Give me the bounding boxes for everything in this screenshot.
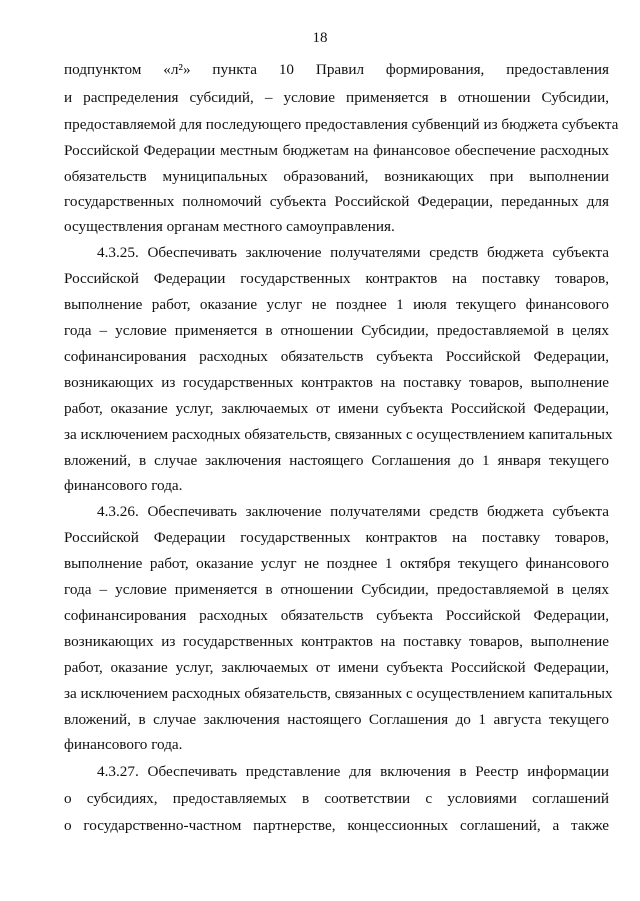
text-line: вложений, в случае заключения настоящего Соглашения до 1 августа текущего bbox=[64, 711, 609, 728]
text-line: года – условие применяется в отношении Субсидии, предоставляемой в целях bbox=[64, 581, 609, 598]
text-line: о государственно-частном партнерстве, концессионных соглашений, а также bbox=[64, 817, 609, 834]
text-line: и распределения субсидий, – условие применяется в отношении Субсидии, bbox=[64, 89, 609, 106]
text-line: государственных полномочий субъекта Российской Федерации, переданных для bbox=[64, 193, 609, 210]
text-line: о субсидиях, предоставляемых в соответствии с условиями соглашений bbox=[64, 790, 609, 807]
text-line: обязательств муниципальных образований, возникающих при выполнении bbox=[64, 168, 609, 185]
text-line: предоставляемой для последующего предоставления субвенций из бюджета субъекта bbox=[64, 116, 619, 133]
text-line: возникающих из государственных контрактов на поставку товаров, выполнение bbox=[64, 374, 609, 391]
text-line: года – условие применяется в отношении Субсидии, предоставляемой в целях bbox=[64, 322, 609, 339]
text-line: работ, оказание услуг, заключаемых от имени субъекта Российской Федерации, bbox=[64, 659, 609, 676]
text-line: софинансирования расходных обязательств субъекта Российской Федерации, bbox=[64, 607, 609, 624]
text-line: выполнение работ, оказание услуг не позднее 1 октября текущего финансового bbox=[64, 555, 609, 572]
text-line: софинансирования расходных обязательств субъекта Российской Федерации, bbox=[64, 348, 609, 365]
text-line: подпунктом «л²» пункта 10 Правил формирования, предоставления bbox=[64, 61, 609, 78]
text-line: финансового года. bbox=[64, 477, 183, 494]
text-line: вложений, в случае заключения настоящего Соглашения до 1 января текущего bbox=[64, 452, 609, 469]
text-line: финансового года. bbox=[64, 736, 183, 753]
text-line: осуществления органам местного самоуправления. bbox=[64, 218, 395, 235]
text-line: Российской Федерации местным бюджетам на финансовое обеспечение расходных bbox=[64, 142, 609, 159]
paragraph-start-4-3-25: 4.3.25. Обеспечивать заключение получателями средств бюджета субъекта bbox=[97, 244, 609, 261]
page-number: 18 bbox=[312, 30, 328, 46]
paragraph-start-4-3-27: 4.3.27. Обеспечивать представление для включения в Реестр информации bbox=[97, 763, 609, 780]
text-line: Российской Федерации государственных контрактов на поставку товаров, bbox=[64, 529, 609, 546]
text-line: за исключением расходных обязательств, связанных с осуществлением капитальных bbox=[64, 685, 613, 702]
text-line: выполнение работ, оказание услуг не позднее 1 июля текущего финансового bbox=[64, 296, 609, 313]
text-line: за исключением расходных обязательств, связанных с осуществлением капитальных bbox=[64, 426, 613, 443]
text-line: работ, оказание услуг, заключаемых от имени субъекта Российской Федерации, bbox=[64, 400, 609, 417]
paragraph-start-4-3-26: 4.3.26. Обеспечивать заключение получателями средств бюджета субъекта bbox=[97, 503, 609, 520]
text-line: Российской Федерации государственных контрактов на поставку товаров, bbox=[64, 270, 609, 287]
text-line: возникающих из государственных контрактов на поставку товаров, выполнение bbox=[64, 633, 609, 650]
